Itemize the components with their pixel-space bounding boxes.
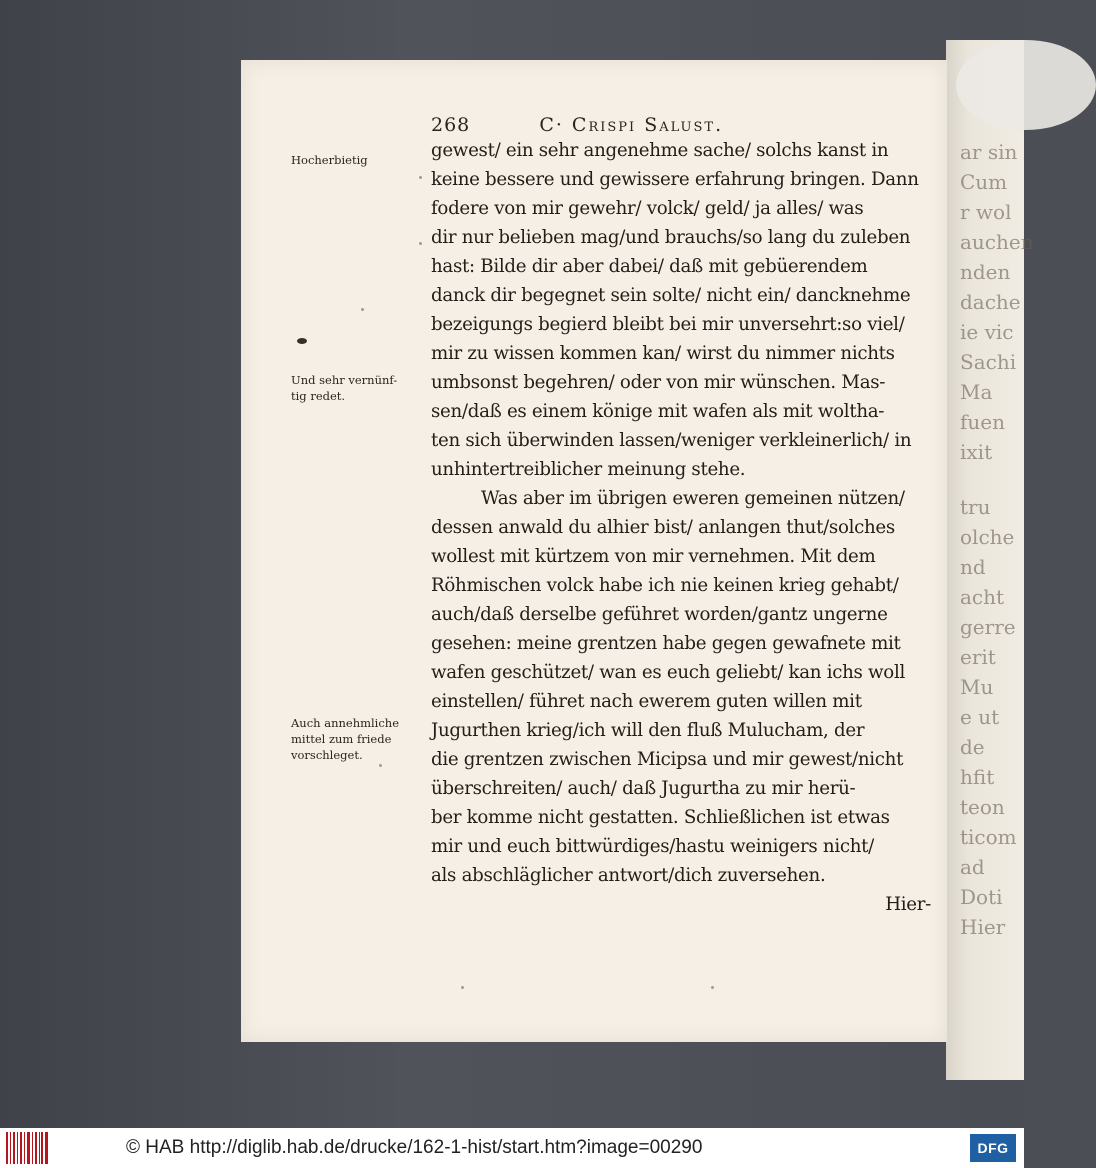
text-line: die grentzen zwischen Micipsa und mir gewest/nicht [431,749,904,770]
facing-page-fragment: Ma [960,380,993,404]
facing-page-fragment: de [960,735,985,759]
facing-page-fragment: Hier [960,915,1006,939]
page-number: 268 [431,114,471,136]
text-line: ten sich überwinden lassen/weniger verkleinerlich/ in [431,430,912,451]
margin-note-line: Hocherbietig [291,153,368,167]
running-head: C· Crispi Salust. [539,114,724,136]
margin-note-line: Auch annehmliche [291,716,400,730]
paper-speck [419,242,422,245]
text-line: mir zu wissen kommen kan/ wirst du nimmer nichts [431,343,895,364]
hab-logo-icon [6,1132,48,1164]
catchword: Hier- [885,894,931,915]
facing-page-fragment: e ut [960,705,1000,729]
text-line: fodere von mir gewehr/ volck/ geld/ ja alles/ was [431,198,864,219]
text-line: sen/daß es einem könige mit wafen als mit woltha- [431,401,885,422]
margin-note [291,152,431,168]
copyright-citation[interactable]: © HAB http://diglib.hab.de/drucke/162-1-hist/start.htm?image=00290 [126,1137,703,1158]
text-line: keine bessere und gewissere erfahrung bringen. Dann [431,169,919,190]
text-line: dessen anwald du alhier bist/ anlangen thut/solches [431,517,895,538]
facing-page-fragment: ar sin [960,140,1018,164]
facing-page-fragment: hfit [960,765,995,789]
book-page [241,60,947,1042]
text-line: Jugurthen krieg/ich will den fluß Mulucham, der [431,720,865,741]
paper-speck [361,308,364,311]
margin-note-line: Und sehr vernünf- [291,373,398,387]
facing-page-fragment: Mu [960,675,994,699]
facing-page-fragment: ie vic [960,320,1014,344]
text-line: umbsonst begehren/ oder von mir wünschen. Mas- [431,372,886,393]
facing-page-fragment: Sachi [960,350,1017,374]
margin-note [291,715,431,763]
facing-page-fragment: Cum [960,170,1008,194]
facing-page-fragment: teon [960,795,1005,819]
facing-page-fragment: r wol [960,200,1012,224]
text-line: unhintertreiblicher meinung stehe. [431,459,746,480]
text-line: hast: Bilde dir aber dabei/ daß mit gebüerendem [431,256,868,277]
text-line: einstellen/ führet nach ewerem guten willen mit [431,691,862,712]
facing-page-fragment: nden [960,260,1011,284]
text-line: überschreiten/ auch/ daß Jugurtha zu mir herü- [431,778,856,799]
body-text [431,136,931,919]
facing-page-fragment: acht [960,585,1005,609]
margin-note-line: tig redet. [291,389,346,403]
text-line: wollest mit kürtzem von mir vernehmen. Mit dem [431,546,876,567]
facing-page-fragment: auchen [960,230,1034,254]
text-line: bezeigungs begierd bleibt bei mir unversehrt:so viel/ [431,314,905,335]
dfg-logo: DFG [970,1134,1016,1162]
paper-speck [419,176,422,179]
margin-note [291,372,431,404]
text-line: danck dir begegnet sein solte/ nicht ein/ dancknehme [431,285,911,306]
text-line: wafen geschützet/ wan es euch geliebt/ kan ichs woll [431,662,905,683]
facing-page-fragment: fuen [960,410,1005,434]
text-line: dir nur belieben mag/und brauchs/so lang du zuleben [431,227,911,248]
text-line: als abschläglicher antwort/dich zuversehen. [431,865,826,886]
text-line: Röhmischen volck habe ich nie keinen krieg gehabt/ [431,575,899,596]
text-line: auch/daß derselbe geführet worden/gantz ungerne [431,604,888,625]
footer-bar [0,1128,1024,1168]
facing-page-fragment: dache [960,290,1021,314]
facing-page-fragment: tru [960,495,991,519]
margin-note-line: mittel zum friede [291,732,392,746]
facing-page-fragment: gerre [960,615,1016,639]
facing-page-fragment: ixit [960,440,993,464]
paper-speck [379,764,382,767]
text-line: gesehen: meine grentzen habe gegen gewafnete mit [431,633,901,654]
page-curl [956,40,1096,130]
facing-page-fragment: ad [960,855,985,879]
facing-page-edge [946,40,1034,1080]
paper-speck [711,986,714,989]
facing-page-fragment: Doti [960,885,1003,909]
ink-mark [297,338,307,344]
facing-page-fragment: ticom [960,825,1017,849]
facing-page-fragment: olche [960,525,1015,549]
text-line: Was aber im übrigen eweren gemeinen nützen/ [481,488,905,509]
text-line: gewest/ ein sehr angenehme sache/ solchs kanst in [431,140,889,161]
margin-note-line: vorschleget. [291,748,363,762]
facing-page-fragment: nd [960,555,986,579]
paper-speck [461,986,464,989]
text-line: mir und euch bittwürdiges/hastu weinigers nicht/ [431,836,874,857]
text-line: ber komme nicht gestatten. Schließlichen ist etwas [431,807,890,828]
facing-page-fragment: erit [960,645,996,669]
